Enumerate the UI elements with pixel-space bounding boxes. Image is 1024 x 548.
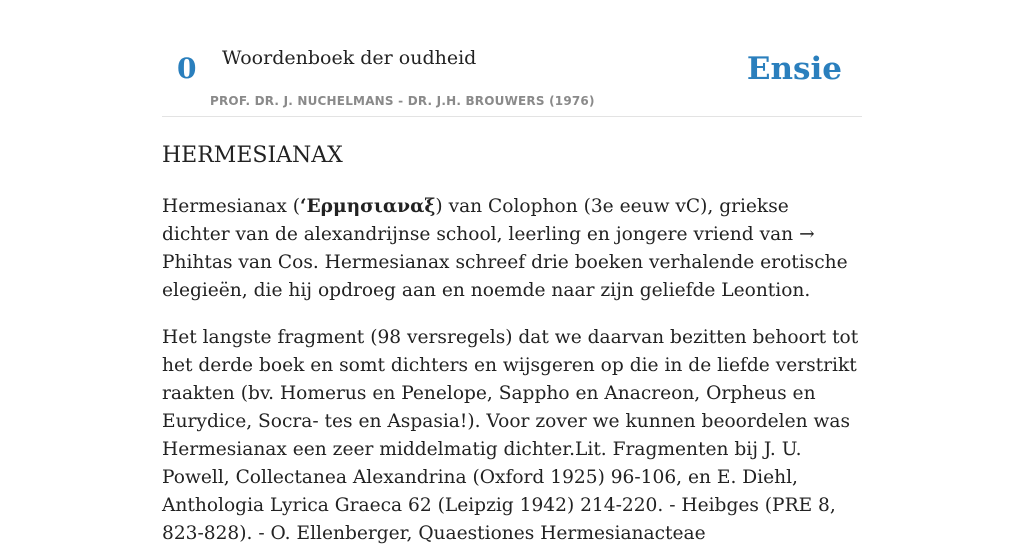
book-authors: PROF. DR. J. NUCHELMANS - DR. J.H. BROUWERS (1976) [210, 94, 595, 108]
entry-content [162, 117, 862, 548]
index-letter[interactable]: 0 [177, 52, 197, 85]
entry-paragraph-1 [162, 193, 862, 305]
paragraph-text: ) van Colophon (3e eeuw vC), griekse dichter van de alexandrijnse school, leerling en jongere vriend van [162, 196, 800, 245]
ensie-logo[interactable]: Ensie [746, 51, 842, 87]
cross-reference-label: Phihtas van Cos [162, 252, 313, 273]
entry-title: HERMESIANAX [162, 143, 343, 168]
greek-name: ‘Ερμησιαναξ [300, 196, 436, 217]
paragraph-text: . Hermesianax schreef drie boeken verhalende erotische elegieën, die hij opdroeg aan en noemde naar zijn geliefde Leontion. [162, 252, 848, 301]
arrow-right-icon: → [799, 224, 815, 245]
book-title[interactable]: Woordenboek der oudheid [222, 47, 477, 69]
page [162, 0, 862, 548]
dictionary-header [162, 0, 862, 117]
entry-paragraph-2: Het langste fragment (98 versregels) dat we daarvan bezitten behoort tot het derde boek en somt dichters en wijsgeren op die in de liefde verstrikt raakten (bv. Homerus en Penelope, Sappho en Anacreon, Orpheus en Eurydice, Socra- tes en Aspasia!). Voor zover we kunnen beoordelen was Hermesianax een zeer middelmatig dichter.Lit. Fragmenten bij J. U. Powell, Collectanea Alexandrina (Oxford 1925) 96-106, en E. Diehl, Anthologia Lyrica Graeca 62 (Leipzig 1942) 214-220. - Heibges (PRE 8, 823-828). - O. Ellenberger, Quaestiones Hermesianacteae [162, 327, 859, 544]
paragraph-text: Hermesianax ( [162, 196, 301, 217]
